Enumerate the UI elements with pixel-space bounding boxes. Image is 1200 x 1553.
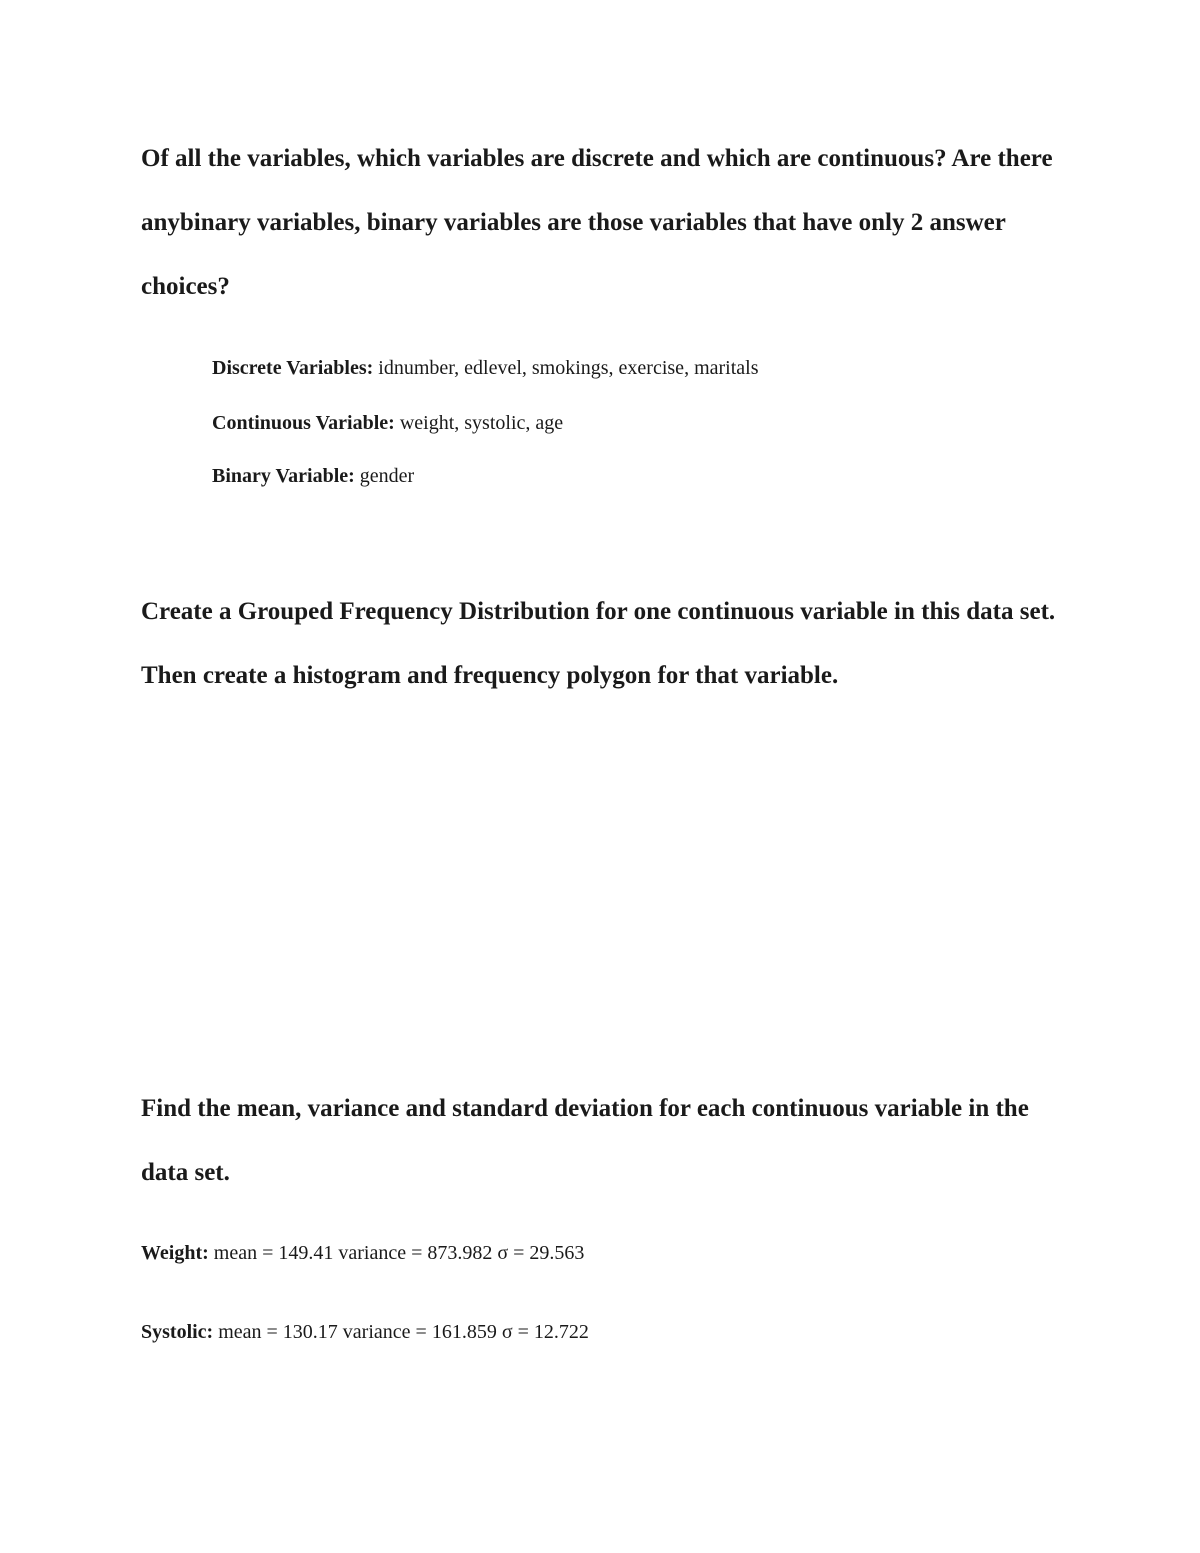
question-descriptive-stats: Find the mean, variance and standard deviation for each continuous variable in the data set. (141, 1095, 1029, 1186)
weight-value: mean = 149.41 variance = 873.982 σ = 29.563 (208, 1242, 585, 1264)
continuous-label: Continuous Variable: (212, 412, 395, 434)
discrete-value: idnumber, edlevel, smokings, exercise, maritals (373, 357, 759, 379)
binary-value: gender (354, 465, 415, 487)
discrete-label: Discrete Variables: (212, 357, 374, 379)
question-frequency-distribution: Create a Grouped Frequency Distribution for one continuous variable in this data set. Then create a histogram and frequency polygon for that variable. (141, 598, 1056, 689)
answer-binary-variables (212, 464, 414, 488)
systolic-label: Systolic: (141, 1321, 214, 1343)
question-variable-types: Of all the variables, which variables are discrete and which are continuous? Are there anybinary variables, binary variables are those variables that have only 2 answer choices? (141, 145, 1053, 300)
answer-continuous-variables (212, 411, 563, 435)
continuous-value: weight, systolic, age (394, 412, 564, 434)
weight-label: Weight: (141, 1242, 209, 1264)
answer-weight-stats (141, 1241, 584, 1265)
systolic-value: mean = 130.17 variance = 161.859 σ = 12.722 (213, 1321, 589, 1343)
binary-label: Binary Variable: (212, 465, 355, 487)
answer-discrete-variables (212, 356, 759, 380)
blank-space (141, 720, 1061, 1060)
answer-systolic-stats (141, 1320, 589, 1344)
